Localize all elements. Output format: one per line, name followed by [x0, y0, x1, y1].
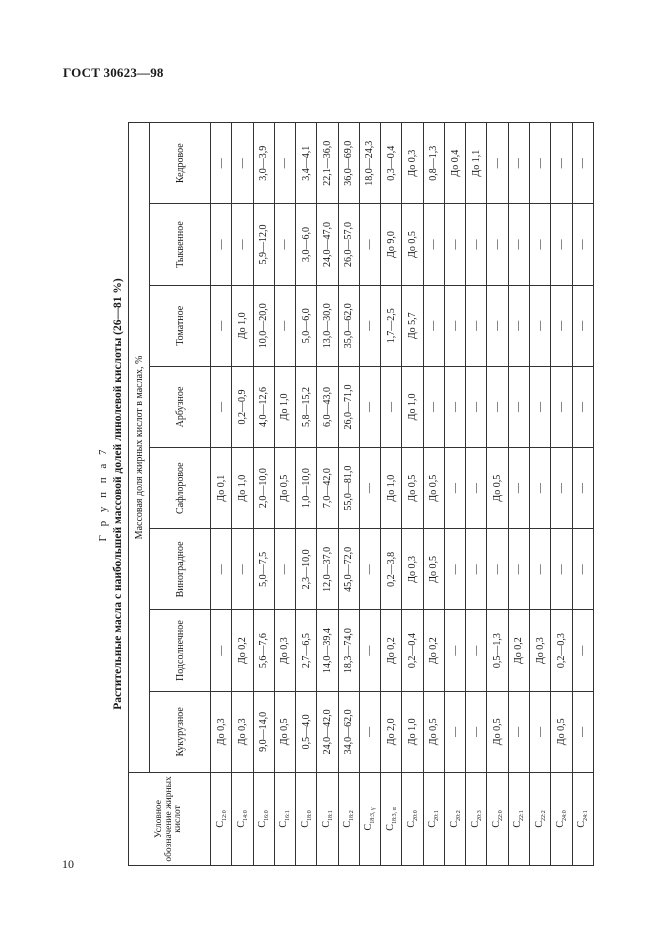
oil-header: Виноградное	[150, 529, 211, 610]
oil-header: Томатное	[150, 285, 211, 366]
acid-symbol: C	[533, 820, 545, 828]
table-cell: 0,2—0,3	[551, 610, 572, 691]
table-cell: 14,0—39,4	[317, 610, 338, 691]
table-cell: —	[211, 204, 232, 285]
table-cell: —	[423, 285, 444, 366]
table-cell: —	[359, 448, 380, 529]
table-cell: —	[274, 204, 295, 285]
table-cell: —	[232, 123, 253, 204]
acid-designation	[381, 772, 402, 865]
table-cell: До 0,3	[274, 610, 295, 691]
acid-subscript: 20:0	[413, 810, 420, 821]
table-cell: —	[359, 204, 380, 285]
table-cell: До 1,0	[274, 366, 295, 447]
table-row	[274, 123, 295, 866]
table-cell: 10,0—20,0	[253, 285, 274, 366]
table-cell: —	[444, 691, 465, 772]
table-cell: До 0,1	[211, 448, 232, 529]
acid-symbol: C	[320, 820, 332, 828]
table-cell: 2,3—10,0	[296, 529, 317, 610]
acid-designation	[487, 772, 508, 865]
table-cell: —	[487, 366, 508, 447]
table-cell: —	[211, 529, 232, 610]
table-cell: До 0,3	[529, 610, 550, 691]
table-cell: —	[508, 123, 529, 204]
acid-symbol: C	[235, 820, 247, 828]
table-cell: 34,0—62,0	[338, 691, 359, 772]
table-cell: 5,8—15,2	[296, 366, 317, 447]
table-cell: —	[529, 448, 550, 529]
oil-header: Сафлоровое	[150, 448, 211, 529]
acid-symbol: C	[257, 820, 269, 828]
acid-symbol: C	[406, 820, 418, 828]
acid-symbol: C	[427, 820, 439, 828]
table-cell: —	[466, 366, 487, 447]
table-cell: —	[232, 529, 253, 610]
acid-symbol: C	[554, 820, 566, 828]
oil-header: Кедровое	[150, 123, 211, 204]
table-cell: До 1,0	[232, 285, 253, 366]
table-cell: До 0,5	[402, 204, 423, 285]
acid-subscript: 24:0	[561, 810, 568, 821]
table-cell: 55,0—81,0	[338, 448, 359, 529]
oil-header-row	[150, 123, 211, 866]
table-cell: 0,3—0,4	[381, 123, 402, 204]
table-cell: До 0,5	[274, 691, 295, 772]
table-cell: 5,6—7,6	[253, 610, 274, 691]
table-cell: 6,0—43,0	[317, 366, 338, 447]
acid-subscript: 12:0	[221, 810, 228, 821]
table-cell: До 2,0	[381, 691, 402, 772]
document-header: ГОСТ 30623—98	[63, 65, 164, 80]
table-cell: 5,0—7,5	[253, 529, 274, 610]
table-cell: —	[381, 366, 402, 447]
table-cell: —	[274, 529, 295, 610]
table-cell: —	[529, 285, 550, 366]
table-row	[444, 123, 465, 866]
table-cell: До 0,2	[232, 610, 253, 691]
acid-designation	[572, 772, 593, 865]
table-cell: —	[359, 610, 380, 691]
acid-subscript: 20:3	[476, 810, 483, 821]
table-cell: До 0,3	[402, 123, 423, 204]
table-cell: —	[232, 204, 253, 285]
table-row	[487, 123, 508, 866]
acid-subscript: 14:0	[242, 810, 249, 821]
table-cell: —	[423, 204, 444, 285]
table-cell: —	[508, 366, 529, 447]
table-cell: —	[551, 366, 572, 447]
table-row	[232, 123, 253, 866]
table-cell: —	[444, 285, 465, 366]
table-caption: Растительные масла с наибольшей массовой долей линолевой кислоты (26—81 %)	[112, 278, 124, 710]
table-cell: 13,0—30,0	[317, 285, 338, 366]
table-cell: 26,0—71,0	[338, 366, 359, 447]
table-cell: —	[444, 204, 465, 285]
acid-designation	[253, 772, 274, 865]
table-cell: —	[572, 285, 593, 366]
table-cell: —	[572, 529, 593, 610]
acid-subscript: 22:0	[498, 810, 505, 821]
table-cell: До 0,5	[274, 448, 295, 529]
acid-symbol: C	[448, 820, 460, 828]
table-cell: —	[551, 448, 572, 529]
table-row	[466, 123, 487, 866]
acid-subscript: 20:2	[455, 810, 462, 821]
table-row	[551, 123, 572, 866]
table-cell: До 0,2	[423, 610, 444, 691]
table-cell: —	[508, 285, 529, 366]
table-cell: 45,0—72,0	[338, 529, 359, 610]
oil-header: Арбузное	[150, 366, 211, 447]
table-row	[211, 123, 232, 866]
table-cell: —	[487, 123, 508, 204]
table-cell: —	[211, 123, 232, 204]
acid-subscript: 22:1	[519, 810, 526, 821]
table-cell: —	[359, 529, 380, 610]
table-cell: До 0,5	[423, 529, 444, 610]
table-body	[211, 123, 594, 866]
table-cell: 0,5—1,3	[487, 610, 508, 691]
oil-header: Тыквенное	[150, 204, 211, 285]
page-number: 10	[62, 857, 74, 871]
table-cell: 9,0—14,0	[253, 691, 274, 772]
table-cell: До 0,3	[211, 691, 232, 772]
table-cell: —	[466, 285, 487, 366]
table-cell: —	[274, 123, 295, 204]
oil-header: Кукурузное	[150, 691, 211, 772]
table-cell: —	[359, 285, 380, 366]
table-cell: —	[572, 610, 593, 691]
table-cell: 18,3—74,0	[338, 610, 359, 691]
table-cell: 36,0—69,0	[338, 123, 359, 204]
table-row	[381, 123, 402, 866]
table-cell: —	[487, 204, 508, 285]
acid-designation	[232, 772, 253, 865]
acid-designation	[317, 772, 338, 865]
table-cell: 24,0—47,0	[317, 204, 338, 285]
table-cell: До 0,5	[487, 448, 508, 529]
acid-subscript: 24:1	[583, 810, 590, 821]
acid-subscript: 18:3, γ	[370, 807, 377, 824]
table-cell: —	[487, 285, 508, 366]
table-row	[529, 123, 550, 866]
table-cell: 3,0—3,9	[253, 123, 274, 204]
table-cell: До 1,1	[466, 123, 487, 204]
table-cell: 1,0—10,0	[296, 448, 317, 529]
table-cell: —	[508, 204, 529, 285]
acid-designation	[402, 772, 423, 865]
table-cell: До 0,3	[402, 529, 423, 610]
table-cell: 7,0—42,0	[317, 448, 338, 529]
acid-designation	[274, 772, 295, 865]
table-cell: До 0,2	[508, 610, 529, 691]
acid-symbol: C	[491, 820, 503, 828]
acid-symbol: C	[214, 820, 226, 828]
table-cell: 5,9—12,0	[253, 204, 274, 285]
table-cell: До 0,5	[402, 448, 423, 529]
table-cell: До 1,0	[381, 448, 402, 529]
table-cell: 5,0—6,0	[296, 285, 317, 366]
acid-symbol: C	[384, 824, 396, 831]
table-cell: —	[529, 529, 550, 610]
acid-subscript: 16:0	[264, 810, 271, 821]
table-cell: 24,0—42,0	[317, 691, 338, 772]
acid-symbol: C	[342, 820, 354, 828]
acid-symbol: C	[278, 820, 290, 828]
table-cell: До 0,2	[381, 610, 402, 691]
table-cell: —	[211, 285, 232, 366]
table-row	[402, 123, 423, 866]
table-row	[359, 123, 380, 866]
table-cell: —	[508, 448, 529, 529]
table-cell: —	[359, 366, 380, 447]
acid-designation	[423, 772, 444, 865]
table-cell: До 0,5	[487, 691, 508, 772]
table-cell: 1,7—2,5	[381, 285, 402, 366]
acid-designation	[211, 772, 232, 865]
acid-symbol: C	[469, 820, 481, 828]
table-cell: 4,0—12,6	[253, 366, 274, 447]
acid-subscript: 18:3, α	[391, 807, 398, 825]
table-row	[317, 123, 338, 866]
table-cell: —	[529, 366, 550, 447]
group-label: Г р у п п а 7	[97, 446, 109, 542]
table-cell: 0,5—4,0	[296, 691, 317, 772]
table-cell: —	[423, 366, 444, 447]
table-cell: —	[444, 448, 465, 529]
acid-designation	[551, 772, 572, 865]
table-cell: —	[551, 204, 572, 285]
table-cell: До 0,5	[423, 691, 444, 772]
table-cell: До 1,0	[232, 448, 253, 529]
table-cell: 12,0—37,0	[317, 529, 338, 610]
acid-designation-header: Условное обозначение жирных кислот	[129, 772, 211, 865]
acid-subscript: 20:1	[434, 810, 441, 821]
acid-symbol: C	[512, 820, 524, 828]
table-cell: 2,7—6,5	[296, 610, 317, 691]
acid-designation	[466, 772, 487, 865]
table-cell: —	[529, 204, 550, 285]
table-cell: —	[572, 448, 593, 529]
table-cell: —	[444, 610, 465, 691]
mass-fraction-header: Массовая доля жирных кислот в маслах, %	[129, 123, 150, 773]
acid-designation	[444, 772, 465, 865]
table-row	[253, 123, 274, 866]
acid-subscript: 18:2	[349, 810, 356, 821]
table-cell: До 0,5	[551, 691, 572, 772]
acid-subscript: 18:0	[306, 810, 313, 821]
table-cell: —	[211, 610, 232, 691]
acid-designation	[529, 772, 550, 865]
acid-designation	[296, 772, 317, 865]
table-cell: До 0,5	[423, 448, 444, 529]
acid-symbol: C	[299, 820, 311, 828]
acid-designation	[338, 772, 359, 865]
table-cell: —	[466, 204, 487, 285]
table-row	[508, 123, 529, 866]
table-cell: —	[529, 123, 550, 204]
table-cell: —	[551, 529, 572, 610]
acid-designation	[359, 772, 380, 865]
fatty-acid-table	[128, 122, 594, 866]
table-row	[296, 123, 317, 866]
acid-symbol: C	[363, 823, 375, 831]
table-cell: 35,0—62,0	[338, 285, 359, 366]
table-cell: До 0,3	[232, 691, 253, 772]
table-cell: —	[211, 366, 232, 447]
rotated-table-block	[97, 122, 594, 866]
table-cell: 0,2—0,9	[232, 366, 253, 447]
table-row	[338, 123, 359, 866]
table-cell: —	[359, 691, 380, 772]
table-cell: —	[572, 204, 593, 285]
table-cell: До 5,7	[402, 285, 423, 366]
table-cell: —	[487, 529, 508, 610]
table-cell: —	[572, 366, 593, 447]
acid-designation	[508, 772, 529, 865]
table-cell: —	[508, 529, 529, 610]
table-cell: —	[529, 691, 550, 772]
table-cell: —	[466, 448, 487, 529]
table-cell: —	[551, 123, 572, 204]
table-cell: —	[444, 529, 465, 610]
oil-header: Подсолнечное	[150, 610, 211, 691]
table-cell: До 1,0	[402, 366, 423, 447]
table-cell: —	[572, 123, 593, 204]
table-row	[423, 123, 444, 866]
table-cell: 3,4—4,1	[296, 123, 317, 204]
table-cell: До 9,0	[381, 204, 402, 285]
table-cell: 22,1—36,0	[317, 123, 338, 204]
acid-subscript: 18:1	[327, 810, 334, 821]
table-cell: До 1,0	[402, 691, 423, 772]
table-cell: 0,8—1,3	[423, 123, 444, 204]
table-cell: 0,2—3,8	[381, 529, 402, 610]
table-cell: —	[444, 366, 465, 447]
table-cell: —	[274, 285, 295, 366]
table-cell: До 0,4	[444, 123, 465, 204]
acid-subscript: 16:1	[285, 810, 292, 821]
table-cell: —	[466, 610, 487, 691]
acid-subscript: 22:2	[540, 810, 547, 821]
table-cell: —	[466, 691, 487, 772]
acid-symbol: C	[576, 820, 588, 828]
table-cell: —	[551, 285, 572, 366]
table-cell: —	[466, 529, 487, 610]
table-cell: 26,0—57,0	[338, 204, 359, 285]
table-cell: —	[508, 691, 529, 772]
table-cell: 18,0—24,3	[359, 123, 380, 204]
table-cell: 2,0—10,0	[253, 448, 274, 529]
table-cell: —	[572, 691, 593, 772]
table-row	[572, 123, 593, 866]
table-cell: 0,2—0,4	[402, 610, 423, 691]
table-cell: 3,0—6,0	[296, 204, 317, 285]
